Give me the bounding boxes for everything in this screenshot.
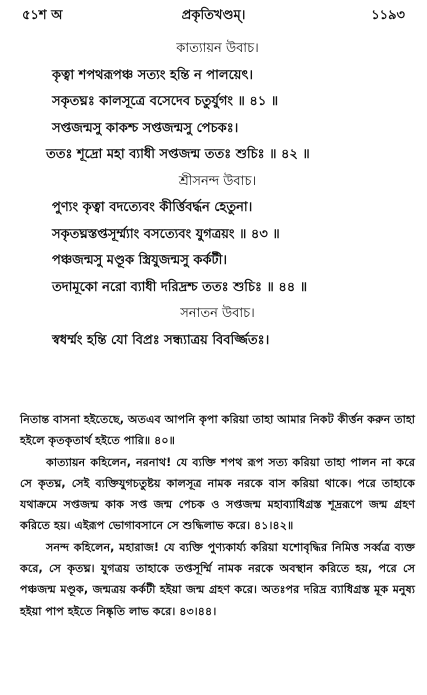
verse-line: স্বধর্ম্মং হন্তি যো বিপ্রঃ সন্ধ্যাত্রয় বিবর্জ্জিতঃ।: [52, 332, 270, 348]
verse-line: সকৃতঘ্নঃ কালসূত্রে বসেদেব চতুর্যুগং ॥ ৪১ ॥: [52, 94, 279, 109]
commentary-paragraph: [20, 409, 415, 452]
verse-line: পঞ্চজন্মসু মণ্ডূক স্ত্রিযুজন্মসু কর্কটী।: [52, 253, 228, 268]
verse-line: ততঃ শূদ্রো মহা ব্যাধী সপ্তজন্ম ততঃ শুচিঃ ॥ ৪২ ॥: [46, 147, 310, 162]
running-title: প্রকৃতিখণ্ডম্।: [181, 8, 246, 23]
page-number: ১১৯৩: [371, 8, 405, 23]
bengali-commentary: [20, 409, 415, 622]
verse-line: পুণ্যং কৃত্বা বদত্যেবং কীর্ত্তিবর্দ্ধন হেতুনা।: [52, 200, 253, 215]
paragraph-text: সনন্দ কহিলেন, মহারাজ! যে ব্যক্তি পুণ্যকার্য্য করিয়া যশোবৃদ্ধির নিমিত্ত সর্ব্বত্র ব্যক্ত করে, সে কৃতঘ্ন। যুগত্রয় তাহাকে তপ্তসূর্ম্মি নামক নরকে অবস্থান করিতে হয়, পরে সে পঞ্চজন্ম মণ্ডূক, জন্মত্রয় কর্কটী হইয়া জন্ম গ্রহণ করে। অতঃপর দরিদ্র ব্যাধিগ্রস্ত মূক মনুষ্য হইয়া পাপ হইতে নিষ্কৃতি লাভ করে। ৪৩।৪৪।: [20, 540, 415, 618]
speaker-heading: কাত্যায়ন উবাচ।: [176, 41, 259, 56]
commentary-paragraph: [20, 452, 415, 537]
commentary-paragraph: [20, 537, 415, 622]
paragraph-text: নিতান্ত বাসনা হইতেছে, অতএব আপনি কৃপা করিয়া তাহা আমার নিকট কীর্ত্তন করুন তাহা হইলে কৃতকৃতার্থ হইতে পারি॥ ৪০॥: [20, 413, 415, 448]
verse-line: কৃত্বা শপথরূপঞ্চ সত্যং হন্তি ন পালয়েৎ।: [52, 67, 254, 83]
verse-line: সকৃতঘ্নস্তপ্তসূর্ম্ম্যাং বসত্যেবং যুগত্রয়ং ॥ ৪৩ ॥: [52, 226, 280, 242]
chapter-number: ৫১শ অ: [22, 8, 63, 23]
page-header: [22, 6, 405, 28]
speaker-heading: শ্রীসনন্দ উবাচ।: [178, 173, 257, 189]
speaker-heading: সনাতন উবাচ।: [180, 306, 255, 321]
verse-line: তদামূকো নরো ব্যাধী দরিদ্রশ্চ ততঃ শুচিঃ ॥ ৪৪ ॥: [52, 279, 308, 295]
paragraph-text: কাত্যায়ন কহিলেন, নরনাথ! যে ব্যক্তি শপথ রূপ সত্য করিয়া তাহা পালন না করে সে কৃতঘ্ন, সেই ব্যক্তিযুগচতুষ্টয় কালসূত্র নামক নরকে বাস করিয়া থাকে। পরে তাহাকে যথাক্রমে সপ্তজন্ম কাক সপ্ত জন্ম পেচক ও সপ্তজন্ম মহাব্যাধিগ্রস্ত শূদ্ররূপে জন্ম গ্রহণ করিতে হয়। এইরূপ ভোগাবসানে সে শুদ্ধিলাভ করে। ৪১।৪২॥: [20, 455, 415, 533]
verse-line: সপ্তজন্মসু কাকশ্চ সপ্তজন্মসু পেচকঃ।: [52, 120, 239, 136]
sanskrit-verses: [20, 36, 415, 354]
